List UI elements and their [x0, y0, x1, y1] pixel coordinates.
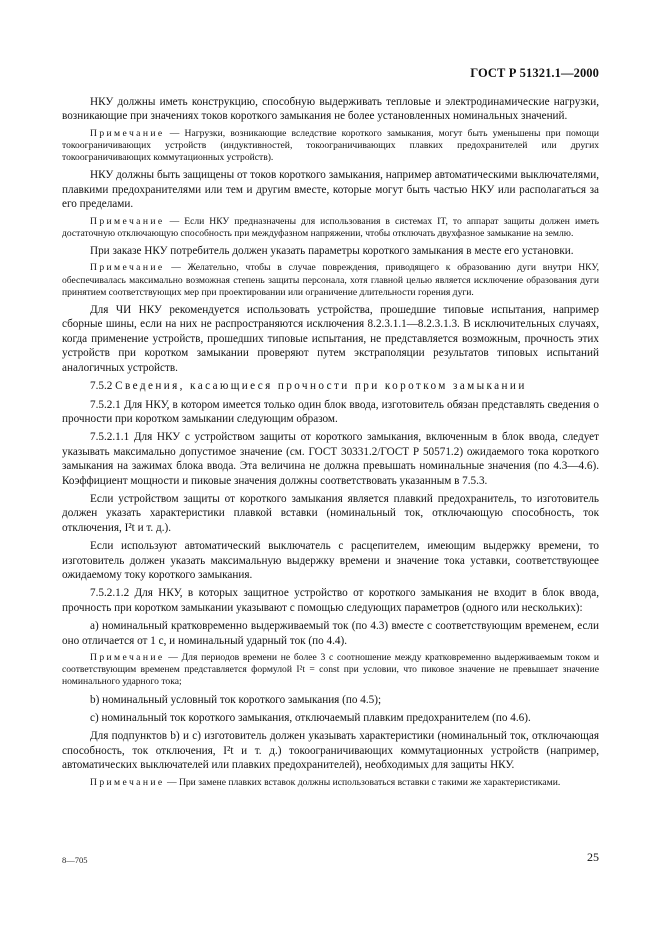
body-paragraph [62, 168, 599, 211]
section-number: 7.5.2 [90, 380, 116, 393]
note-label: Примечание [90, 215, 165, 227]
note-paragraph [62, 216, 599, 240]
body-paragraph [62, 586, 599, 615]
paragraph-text: b) номинальный условный ток короткого замыкания (по 4.5); [90, 693, 382, 706]
paragraph-text: Для подпунктов b) и c) изготовитель должен указывать характеристики (номинальный ток, отключающая способность, ток отключения, I²t и т. д.) токоограничивающих коммутационных устройств (например, автоматических выключателей или плавких предохранителей), необходимых для защиты НКУ. [62, 730, 599, 772]
paragraph-text: — Для периодов времени не более 3 с соотношение между кратковременно выдерживаемым током и соответствующим временем представляется формулой I²t = const при условии, что пиковое значение не превышает значение номинального ударного тока; [62, 652, 599, 688]
body-paragraph [62, 693, 599, 707]
paragraph-text: Для ЧИ НКУ рекомендуется использовать устройства, прошедшие типовые испытания, например сборные шины, если на них не распространяются исключения 8.2.3.1.1—8.2.3.1.3. В исключительных случаях, когда применение устройств, прошедших типовые испытания, не представляется возможным, прочность этих устройств при коротком замыкании проверяют путем экстраполяции результатов типовых испытаний аналогичных устройств. [62, 304, 599, 374]
paragraph-text: При заказе НКУ потребитель должен указать параметры короткого замыкания в месте его установки. [90, 245, 574, 258]
note-paragraph [62, 262, 599, 299]
paragraph-text: — Нагрузки, возникающие вследствие короткого замыкания, могут быть уменьшены при помощи токоограничивающих устройств (индуктивностей, токоограничивающих плавких предохранителей или других токоограничивающих коммутационных устройств). [62, 127, 599, 164]
paragraph-text: 7.5.2.1.2 Для НКУ, в которых защитное устройство от короткого замыкания не входит в блок ввода, прочность при коротком замыкании указывают с помощью следующих параметров (одного или нескольких): [62, 587, 599, 614]
note-paragraph [62, 652, 599, 689]
note-label: Примечание [90, 127, 165, 139]
paragraph-text: 7.5.2.1 Для НКУ, в котором имеется только один блок ввода, изготовитель обязан представлять сведения о прочности при коротком замыкании следующим образом. [62, 398, 599, 425]
paragraph-text: a) номинальный кратковременно выдерживаемый ток (по 4.3) вместе с соответствующим временем, если оно отличается от 1 с, и номинальный ударный ток (по 4.4). [62, 620, 599, 647]
note-label: Примечание [90, 776, 165, 788]
paragraph-text: Если используют автоматический выключатель с расцепителем, имеющим выдержку времени, то изготовитель должен указать максимальную выдержку времени и значение тока уставки, соответствующее ожидаемому току короткого замыкания. [62, 540, 599, 581]
paragraph-text: НКУ должны иметь конструкцию, способную выдерживать тепловые и электродинамические нагрузки, возникающие при значениях токов короткого замыкания не более установленных номинальных значений. [62, 96, 599, 123]
paragraph-text: НКУ должны быть защищены от токов короткого замыкания, например автоматическими выключателями, плавкими предохранителями или тем и другим вместе, которые могут быть частью НКУ или располагаться за его пределами. [62, 169, 599, 211]
document-number-header: ГОСТ Р 51321.1—2000 [470, 66, 599, 80]
note-paragraph [62, 128, 599, 165]
page-content [62, 95, 599, 793]
paragraph-text: 7.5.2.1.1 Для НКУ с устройством защиты от короткого замыкания, включенным в блок ввода, следует указывать максимально допустимое значение (см. ГОСТ 30331.2/ГОСТ Р 50571.2) ожидаемого тока короткого замыкания на зажимах блока ввода. Эта величина не должна превышать номинальные значения (по 4.3—4.6). Коэффициент мощности и пиковые значения должны соответствовать указанным в 7.5.3. [62, 431, 599, 487]
body-paragraph [62, 619, 599, 648]
paragraph-text: — Если НКУ предназначены для использования в системах IT, то аппарат защиты должен иметь достаточную отключающую способность при междуфазном напряжении, чтобы отключать двухфазное замыкание на землю. [62, 215, 599, 239]
body-paragraph [62, 711, 599, 725]
page-number: 25 [587, 850, 599, 864]
body-paragraph [62, 492, 599, 535]
body-paragraph [62, 398, 599, 427]
paragraph-text: — При замене плавких вставок должны использоваться вставки с такими же характеристиками. [164, 776, 561, 788]
body-paragraph [62, 303, 599, 375]
body-paragraph [62, 95, 599, 124]
body-paragraph [62, 244, 599, 258]
body-paragraph [62, 729, 599, 772]
paragraph-text: c) номинальный ток короткого замыкания, отключаемый плавким предохранителем (по 4.6). [90, 712, 531, 725]
note-paragraph [62, 777, 599, 789]
body-paragraph [62, 539, 599, 582]
paragraph-text: Если устройством защиты от короткого замыкания является плавкий предохранитель, то изготовитель должен указать характеристики плавкой вставки (номинальный ток, отключающую способность, ток отключения, I²t и т. д.). [62, 492, 599, 534]
print-mark: 8—705 [62, 855, 88, 865]
note-label: Примечание [90, 652, 165, 663]
note-label: Примечание [90, 262, 165, 274]
body-paragraph [62, 379, 599, 393]
section-heading: Сведения, касающиеся прочности при коротком замыкании [115, 380, 527, 393]
body-paragraph [62, 430, 599, 488]
paragraph-text: — Желательно, чтобы в случае повреждения, приводящего к образованию дуги внутри НКУ, обеспечивалась максимально возможная степень защиты персонала, хотя главной целью является исключение образования дуги принятием соответствующих мер при проектировании или ограничение длительности горения дуги. [62, 262, 599, 298]
